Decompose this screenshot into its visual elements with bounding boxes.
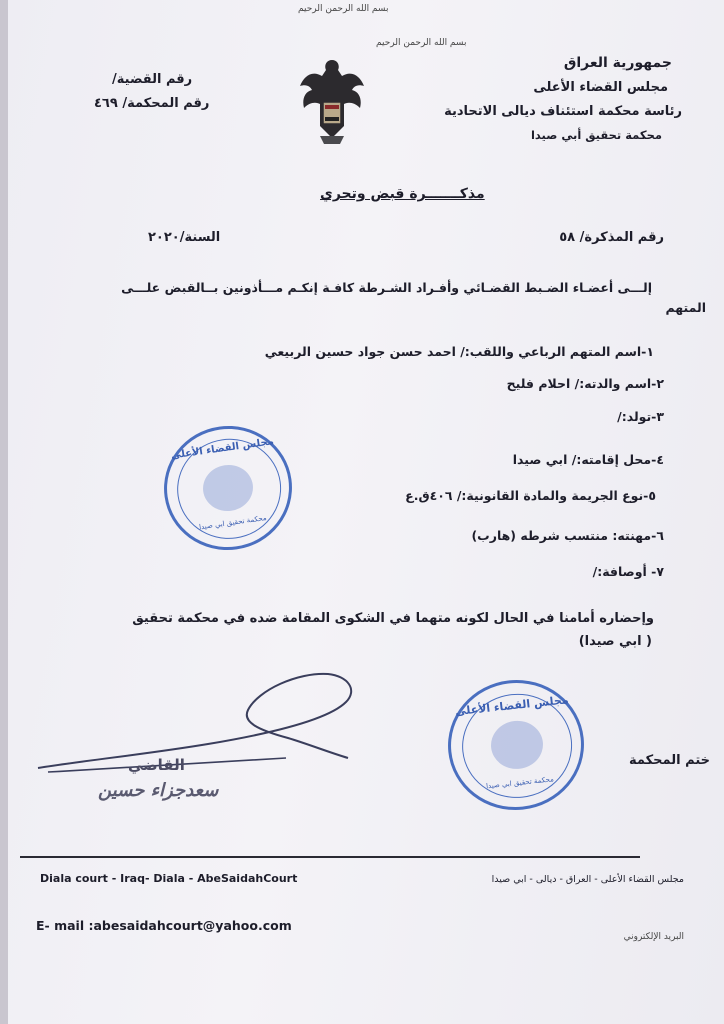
year-label: السنة/٢٠٢٠: [148, 230, 221, 245]
judge-signature: سعدجزاء حسين: [98, 780, 219, 801]
case-number-label: رقم القضية/: [112, 72, 193, 87]
court-number-label: رقم المحكمة/ ٤٦٩: [94, 96, 210, 111]
seal-left-text: مجلس القضاء الأعلى: [170, 436, 275, 462]
court-seal-label: ختم المحكمة: [629, 753, 710, 768]
document-page: [8, 0, 724, 1024]
seal-right-text: مجلس القضاء الأعلى: [454, 693, 570, 719]
judge-label: القاضي: [128, 756, 185, 774]
header-line-3: رئاسة محكمة استئناف ديالى الاتحادية: [444, 104, 682, 119]
intro-text: إلـــى أعضـاء الضـبط القضـائي وأفـراد الشـرطة كافـة إنكـم مـــأذونين بــالقبض علـــى: [121, 280, 652, 295]
court-seal-left: [156, 418, 300, 559]
basmala-top: بسم الله الرحمن الرحيم: [298, 4, 389, 14]
document-title: مذكـــــــرة قبض وتحري: [320, 186, 485, 202]
email-arabic-label: البريد الإلكتروني: [623, 932, 684, 942]
iraq-eagle-emblem-icon: [296, 56, 368, 146]
seal-left-subtext: محكمة تحقيق ابي صيدا: [198, 513, 268, 532]
header-line-1: جمهورية العراق: [563, 55, 672, 71]
footer-rule: [20, 856, 640, 858]
item-description: ٧- أوصافة:/: [592, 564, 664, 579]
item-name: ١-اسم المتهم الرباعي واللقب:/ احمد حسن جواد حسين الربيعي: [264, 344, 654, 359]
header-line-4: محكمة تحقيق أبي صيدا: [530, 128, 662, 142]
basmala-second: بسم الله الرحمن الرحيم: [376, 38, 467, 48]
footer-arabic: مجلس القضاء الأعلى - العراق - ديالى - ابي صيدا: [491, 874, 684, 885]
court-seal-right: [442, 673, 591, 817]
footer-english: Diala court - Iraq- Diala - AbeSaidahCourt: [40, 872, 298, 885]
intro-continuation: المتهم: [665, 300, 706, 315]
closing-continuation: ( ابي صيدا): [578, 634, 652, 649]
item-mother: ٢-اسم والدته:/ احلام فليح: [506, 376, 664, 391]
item-residence: ٤-محل إقامته:/ ابي صيدا: [512, 452, 664, 467]
header-line-2: مجلس القضاء الأعلى: [533, 80, 668, 95]
signature-stroke: [28, 650, 368, 780]
email-line: E- mail :abesaidahcourt@yahoo.com: [36, 918, 292, 933]
seal-right-subtext: محكمة تحقيق ابي صيدا: [485, 775, 555, 791]
item-crime: ٥-نوع الجريمة والمادة القانونية:/ ٤٠٦ق.ع: [405, 488, 656, 503]
closing-text: وإحضاره أمامنا في الحال لكونه متهما في الشكوى المقامة ضده في محكمة تحقيق: [132, 611, 654, 626]
item-occupation: ٦-مهنته: منتسب شرطه (هارب): [471, 528, 664, 543]
item-birth: ٣-تولد:/: [617, 409, 664, 424]
memo-number: رقم المذكرة/ ٥٨: [559, 230, 664, 245]
